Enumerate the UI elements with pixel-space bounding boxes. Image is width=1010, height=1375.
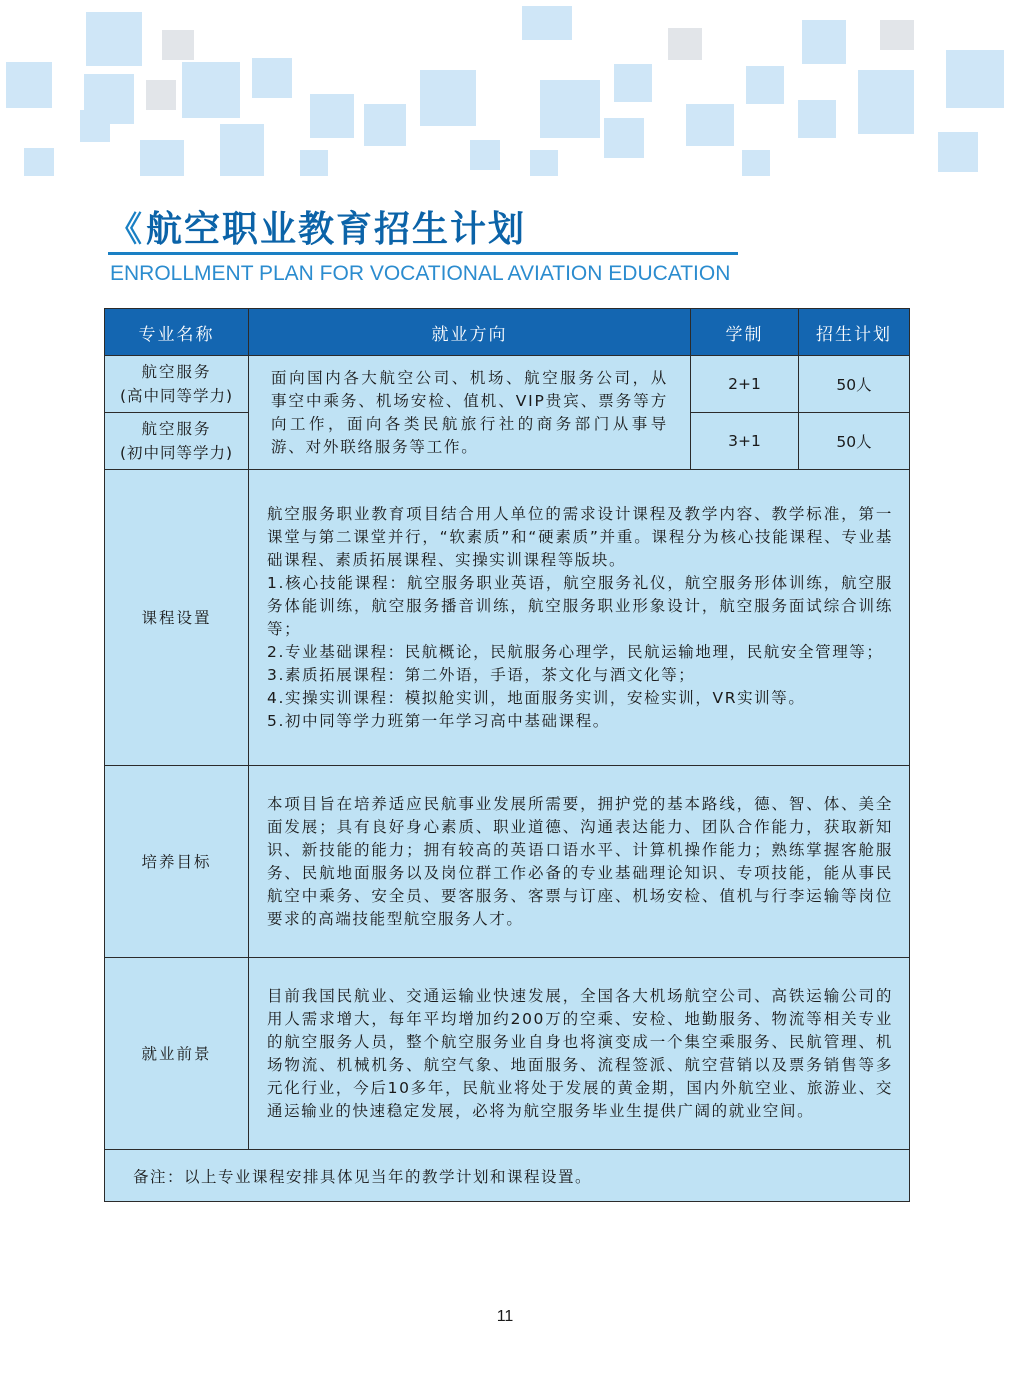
paragraph: 目前我国民航业、交通运输业快速发展，全国各大机场航空公司、高铁运输公司的用人需求增大，每年平均增加约200万的空乘、安检、地勤服务、物流等相关专业的航空服务人员，整个航空服务业自身也将演变成一个集空乘服务、民航管理、机场物流、机械机务、航空气象、地面服务、流程签派、航空营销以及票务销售等多元化行业，今后10多年，民航业将处于发展的黄金期，国内外航空业、旅游业、交通运输业的快速稳定发展，必将为航空服务毕业生提供广阔的就业空间。 — [267, 986, 893, 1120]
major-cell — [105, 356, 249, 413]
table-row — [105, 470, 910, 766]
section-label-objectives: 培养目标 — [105, 766, 249, 958]
page-title: 航空职业教育招生计划 — [146, 208, 527, 250]
table-header-row — [105, 309, 910, 356]
paragraph: 3.素质拓展课程：第二外语，手语，茶文化与酒文化等； — [267, 665, 696, 684]
page-subtitle: ENROLLMENT PLAN FOR VOCATIONAL AVIATION EDUCATION — [110, 262, 731, 285]
page-number: 11 — [496, 1308, 514, 1325]
table-note: 备注：以上专业课程安排具体见当年的教学计划和课程设置。 — [105, 1150, 910, 1202]
table-row — [105, 356, 910, 413]
section-content-curriculum — [249, 470, 910, 766]
table-row — [105, 766, 910, 958]
section-content-prospects — [249, 958, 910, 1150]
major-name: 航空服务 — [141, 363, 212, 381]
paragraph: 1.核心技能课程：航空服务职业英语，航空服务礼仪，航空服务形体训练，航空服务体能训练，航空服务播音训练，航空服务职业形象设计，航空服务面试综合训练等； — [267, 573, 893, 638]
paragraph: 4.实操实训课程：模拟舱实训，地面服务实训，安检实训，VR实训等。 — [267, 688, 806, 707]
quota-cell: 50人 — [799, 356, 910, 413]
column-header-major: 专业名称 — [105, 309, 249, 356]
table-row — [105, 958, 910, 1150]
major-name: 航空服务 — [141, 420, 212, 438]
column-header-quota: 招生计划 — [799, 309, 910, 356]
employment-direction-cell: 面向国内各大航空公司、机场、航空服务公司，从事空中乘务、机场安检、值机、VIP贵宾、票务等方向工作，面向各类民航旅行社的商务部门从事导游、对外联络服务等工作。 — [249, 356, 691, 470]
table-row — [105, 1150, 910, 1202]
enrollment-plan-table — [104, 308, 910, 1202]
paragraph: 航空服务职业教育项目结合用人单位的需求设计课程及教学内容、教学标准，第一课堂与第二课堂并行，“软素质”和“硬素质”并重。课程分为核心技能课程、专业基础课程、素质拓展课程、实操实训课程等版块。 — [267, 504, 893, 569]
column-header-direction: 就业方向 — [249, 309, 691, 356]
major-qualifier: (高中同等学力) — [119, 387, 234, 405]
title-bracket-mark: 《 — [108, 209, 136, 250]
major-cell — [105, 413, 249, 470]
paragraph: 本项目旨在培养适应民航事业发展所需要，拥护党的基本路线，德、智、体、美全面发展；具有良好身心素质、职业道德、沟通表达能力、团队合作能力，获取新知识、新技能的能力；拥有较高的英语口语水平、计算机操作能力；熟练掌握客舱服务、民航地面服务以及岗位群工作必备的专业基础理论知识、专项技能，能从事民航空中乘务、安全员、要客服务、客票与订座、机场安检、值机与行李运输等岗位要求的高端技能型航空服务人才。 — [267, 794, 893, 928]
quota-cell: 50人 — [799, 413, 910, 470]
section-label-prospects: 就业前景 — [105, 958, 249, 1150]
title-block — [108, 200, 738, 255]
section-content-objectives — [249, 766, 910, 958]
paragraph: 5.初中同等学力班第一年学习高中基础课程。 — [267, 711, 610, 730]
major-qualifier: (初中同等学力) — [119, 444, 234, 462]
column-header-duration: 学制 — [691, 309, 799, 356]
title-underline — [108, 252, 738, 255]
duration-cell: 2+1 — [691, 356, 799, 413]
paragraph: 2.专业基础课程：民航概论，民航服务心理学，民航运输地理，民航安全管理等； — [267, 642, 884, 661]
duration-cell: 3+1 — [691, 413, 799, 470]
section-label-curriculum: 课程设置 — [105, 470, 249, 766]
